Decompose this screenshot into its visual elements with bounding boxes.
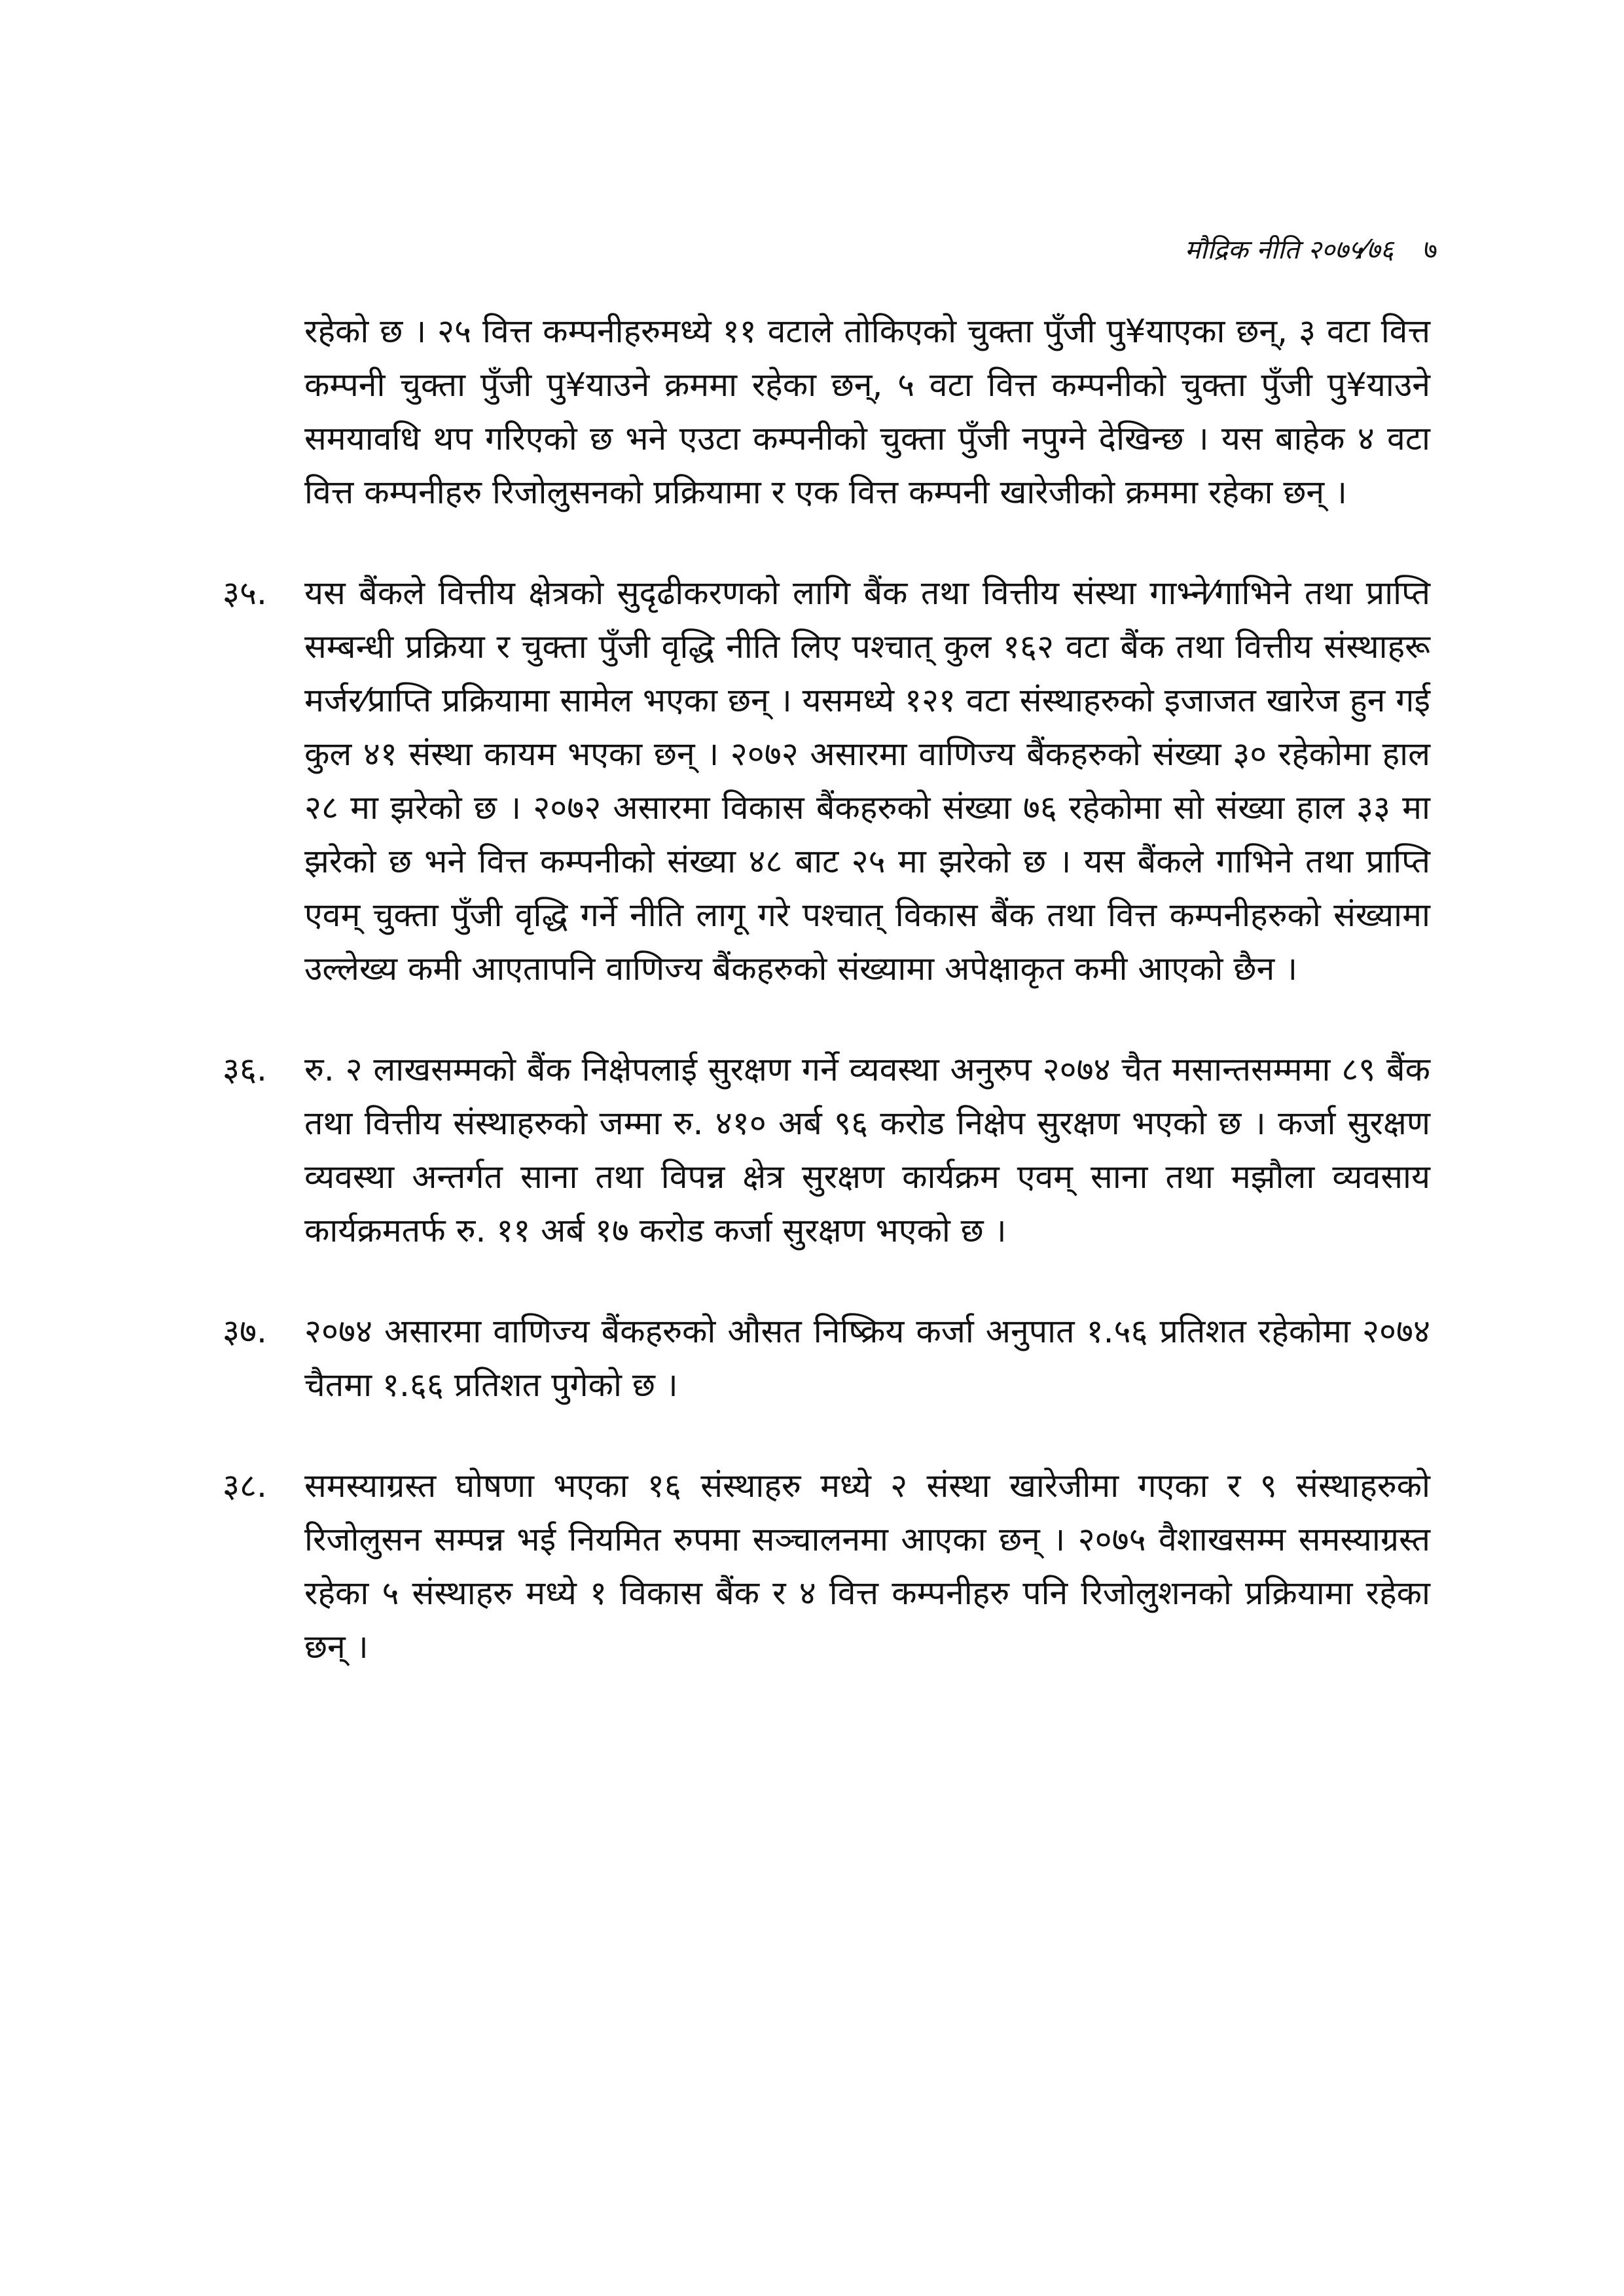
- numbered-item-38: [223, 1459, 1430, 1674]
- page-number: ७: [1424, 235, 1437, 265]
- numbered-item-36: [223, 1043, 1430, 1257]
- numbered-item-35: [223, 566, 1430, 996]
- numbered-item-37: [223, 1304, 1430, 1412]
- item-text: समस्याग्रस्त घोषणा भएका १६ संस्थाहरु मध्ये २ संस्था खारेजीमा गएका र ९ संस्थाहरुको रिजोलुसन सम्पन्न भई नियमित रुपमा सञ्चालनमा आएका छन् । २०७५ वैशाखसम्म समस्याग्रस्त रहेका ५ संस्थाहरु मध्ये १ विकास बैंक र ४ वित्त कम्पनीहरु पनि रिजोलुशनको प्रक्रियामा रहेका छन् ।: [304, 1467, 1430, 1666]
- item-number: ३७.: [223, 1312, 267, 1350]
- body-text: [223, 304, 1430, 1721]
- item-number: ३६.: [223, 1050, 267, 1088]
- running-title: मौद्रिक नीति २०७५⁄७६: [1184, 235, 1394, 265]
- item-text: यस बैंकले वित्तीय क्षेत्रको सुदृढीकरणको लागि बैंक तथा वित्तीय संस्था गाभ्ने⁄गाभिने तथा प्राप्ति सम्बन्धी प्रक्रिया र चुक्ता पुँजी वृद्धि नीति लिए पश्चात् कुल १६२ वटा बैंक तथा वित्तीय संस्थाहरू मर्जर⁄प्राप्ति प्रक्रियामा सामेल भएका छन् । यसमध्ये १२१ वटा संस्थाहरुको इजाजत खारेज हुन गई कुल ४१ संस्था कायम भएका छन् । २०७२ असारमा वाणिज्य बैंकहरुको संख्या ३० रहेकोमा हाल २८ मा झरेको छ । २०७२ असारमा विकास बैंकहरुको संख्या ७६ रहेकोमा सो संख्या हाल ३३ मा झरेको छ भने वित्त कम्पनीको संख्या ४८ बाट २५ मा झरेको छ । यस बैंकले गाभिने तथा प्राप्ति एवम् चुक्ता पुँजी वृद्धि गर्ने नीति लागू गरे पश्चात् विकास बैंक तथा वित्त कम्पनीहरुको संख्यामा उल्लेख्य कमी आएतापनि वाणिज्य बैंकहरुको संख्यामा अपेक्षाकृत कमी आएको छैन ।: [304, 574, 1430, 988]
- item-text: रु. २ लाखसम्मको बैंक निक्षेपलाई सुरक्षण गर्ने व्यवस्था अनुरुप २०७४ चैत मसान्तसम्ममा ८९ बैंक तथा वित्तीय संस्थाहरुको जम्मा रु. ४१० अर्ब ९६ करोड निक्षेप सुरक्षण भएको छ । कर्जा सुरक्षण व्यवस्था अन्तर्गत साना तथा विपन्न क्षेत्र सुरक्षण कार्यक्रम एवम् साना तथा मझौला व्यवसाय कार्यक्रमतर्फ रु. ११ अर्ब १७ करोड कर्जा सुरक्षण भएको छ ।: [304, 1050, 1430, 1249]
- running-header: [1185, 230, 1437, 266]
- item-text: २०७४ असारमा वाणिज्य बैंकहरुको औसत निष्क्रिय कर्जा अनुपात १.५६ प्रतिशत रहेकोमा २०७४ चैतमा १.६६ प्रतिशत पुगेको छ ।: [304, 1312, 1430, 1404]
- item-number: ३५.: [223, 574, 267, 612]
- intro-paragraph: रहेको छ । २५ वित्त कम्पनीहरुमध्ये ११ वटाले तोकिएको चुक्ता पुँजी पु¥याएका छन्, ३ वटा वित्त कम्पनी चुक्ता पुँजी पु¥याउने क्रममा रहेका छन्, ५ वटा वित्त कम्पनीको चुक्ता पुँजी पु¥याउने समयावधि थप गरिएको छ भने एउटा कम्पनीको चुक्ता पुँजी नपुग्ने देखिन्छ । यस बाहेक ४ वटा वित्त कम्पनीहरु रिजोलुसनको प्रक्रियामा र एक वित्त कम्पनी खारेजीको क्रममा रहेका छन् ।: [304, 312, 1430, 511]
- item-number: ३८.: [223, 1467, 267, 1505]
